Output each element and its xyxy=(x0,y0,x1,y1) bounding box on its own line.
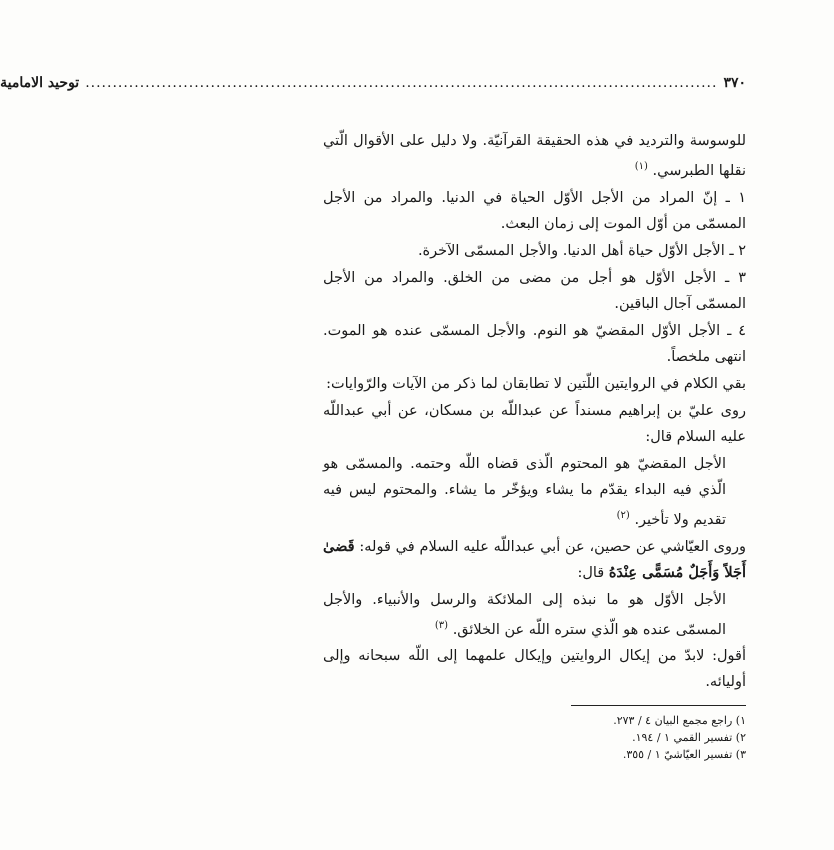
paragraph-5: ٤ ـ الأجل الأوّل المقضيّ هو النوم. والأجل المسمّى عنده هو الموت. انتهى ملخصاً. xyxy=(323,322,746,365)
paragraph-11: أقول: لابدّ من إيكال الروايتين وإيكال علمهما إلى اللّه سبحانه وإلى أوليائه. xyxy=(323,648,746,691)
paragraph-7: روى عليّ بن إبراهيم مسنداً عن عبداللّه بن مسكان، عن أبي عبداللّه عليه السلام قال: xyxy=(323,402,746,445)
paragraph-1: للوسوسة والترديد في هذه الحقيقة القرآنيّة. ولا دليل على الأقوال الّتي نقلها الطبرسي. $^{(١)}$ xyxy=(323,133,746,179)
page-body xyxy=(323,128,746,696)
running-header xyxy=(0,70,746,96)
header-title: توحيد الامامية xyxy=(0,75,80,91)
paragraph-6: بقي الكلام في الروايتين اللّتين لا تطابقان لما ذكر من الآيات والرّوايات: xyxy=(326,375,746,392)
paragraph-9: وروى العيّاشي عن حصين، عن أبي عبداللّه عليه السلام في قوله: قَضىٰ أَجَلاً وَأَجَلٌ مُسَمًّى عِنْدَهُ قال: xyxy=(323,537,746,581)
footnote-3: ٣) تفسير العيّاشيّ ١ / ٣٥٥. xyxy=(622,748,746,761)
quote-1: الأجل المقضيّ هو المحتوم الّذى قضاه اللّه وحتمه. والمسمّى هو الّذي فيه البداء يقدّم ما يشاء ويؤخّر ما يشاء. والمحتوم ليس فيه تقديم ولا تأخير. $^{(٢)}$ xyxy=(323,455,726,528)
footnote-divider xyxy=(571,705,746,706)
page-number: ٣٧٠ xyxy=(723,75,746,91)
paragraph-4: ٣ ـ الأجل الأوّل هو أجل من مضى من الخلق. والمراد من الأجل المسمّى آجال الباقين. xyxy=(323,269,746,312)
footnote-ref-3: (٣) xyxy=(434,619,449,631)
quran-verse: قَضىٰ أَجَلاً وَأَجَلٌ مُسَمًّى عِنْدَهُ xyxy=(323,537,746,581)
footnotes xyxy=(323,712,746,763)
paragraph-3: ٢ ـ الأجل الأوّل حياة أهل الدنيا. والأجل المسمّى الآخرة. xyxy=(417,242,746,259)
footnote-2: ٢) تفسير القمي ١ / ١٩٤. xyxy=(632,731,746,744)
footnote-ref-1: (١) xyxy=(634,161,648,172)
footnote-1: ١) راجع مجمع البيان ٤ / ٢٧٣. xyxy=(613,714,746,727)
paragraph-2: ١ ـ إنّ المراد من الأجل الأوّل الحياة في الدنيا. والمراد من الأجل المسمّى من أوّل الموت إلى زمان البعث. xyxy=(323,189,746,232)
quote-2: الأجل الأوّل هو ما نبذه إلى الملائكة والرسل والأنبياء. والأجل المسمّى عنده هو الّذي ستره اللّه عن الخلائق. $^{(٣)}$ xyxy=(323,591,726,638)
footnote-ref-2: (٢) xyxy=(616,509,630,521)
header-leader-dots: .................................................................................................................... xyxy=(85,75,718,91)
